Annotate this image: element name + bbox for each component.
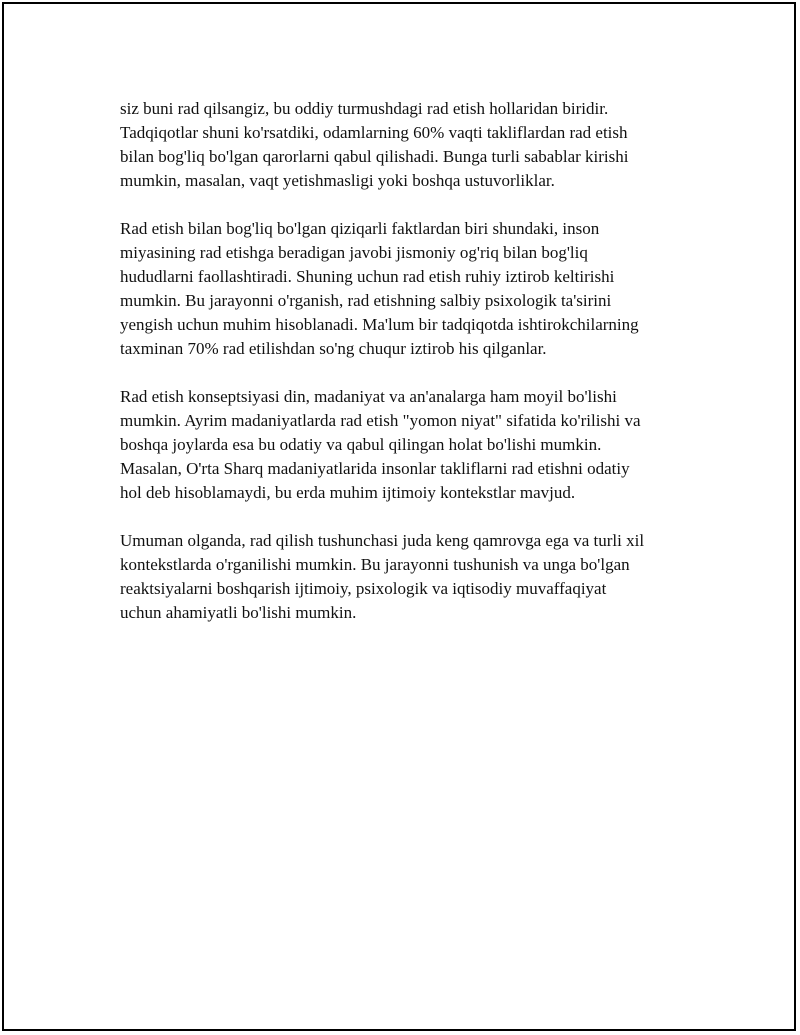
text-line: reaktsiyalarni boshqarish ijtimoiy, psixologik va iqtisodiy muvaffaqiyat xyxy=(120,579,607,598)
document-page xyxy=(2,2,796,1031)
text-line: uchun ahamiyatli bo'lishi mumkin. xyxy=(120,603,357,622)
text-line: taxminan 70% rad etilishdan so'ng chuqur iztirob his qilganlar. xyxy=(120,339,547,358)
text-line: Tadqiqotlar shuni ko'rsatdiki, odamlarning 60% vaqti takliflardan rad etish xyxy=(120,123,628,142)
text-line: Umuman olganda, rad qilish tushunchasi juda keng qamrovga ega va turli xil xyxy=(120,531,645,550)
text-line: hududlarni faollashtiradi. Shuning uchun rad etish ruhiy iztirob keltirishi xyxy=(120,267,615,286)
text-line: Rad etish bilan bog'liq bo'lgan qiziqarli faktlardan biri shundaki, inson xyxy=(120,219,600,238)
text-line: yengish uchun muhim hisoblanadi. Ma'lum bir tadqiqotda ishtirokchilarning xyxy=(120,315,639,334)
text-line: mumkin, masalan, vaqt yetishmasligi yoki boshqa ustuvorliklar. xyxy=(120,171,555,190)
paragraph-2 xyxy=(120,217,700,361)
text-line: mumkin. Ayrim madaniyatlarda rad etish "yomon niyat" sifatida ko'rilishi va xyxy=(120,411,641,430)
text-line: kontekstlarda o'rganilishi mumkin. Bu jarayonni tushunish va unga bo'lgan xyxy=(120,555,630,574)
paragraph-4 xyxy=(120,529,700,625)
text-line: bilan bog'liq bo'lgan qarorlarni qabul qilishadi. Bunga turli sabablar kirishi xyxy=(120,147,629,166)
text-line: Masalan, O'rta Sharq madaniyatlarida insonlar takliflarni rad etishni odatiy xyxy=(120,459,630,478)
paragraph-3 xyxy=(120,385,700,505)
text-line: boshqa joylarda esa bu odatiy va qabul qilingan holat bo'lishi mumkin. xyxy=(120,435,602,454)
text-line: siz buni rad qilsangiz, bu oddiy turmushdagi rad etish hollaridan biridir. xyxy=(120,99,609,118)
text-line: hol deb hisoblamaydi, bu erda muhim ijtimoiy kontekstlar mavjud. xyxy=(120,483,576,502)
paragraph-1 xyxy=(120,97,700,193)
text-line: Rad etish konseptsiyasi din, madaniyat va an'analarga ham moyil bo'lishi xyxy=(120,387,617,406)
text-line: mumkin. Bu jarayonni o'rganish, rad etishning salbiy psixologik ta'sirini xyxy=(120,291,612,310)
text-line: miyasining rad etishga beradigan javobi jismoniy og'riq bilan bog'liq xyxy=(120,243,588,262)
document-body xyxy=(120,97,700,649)
